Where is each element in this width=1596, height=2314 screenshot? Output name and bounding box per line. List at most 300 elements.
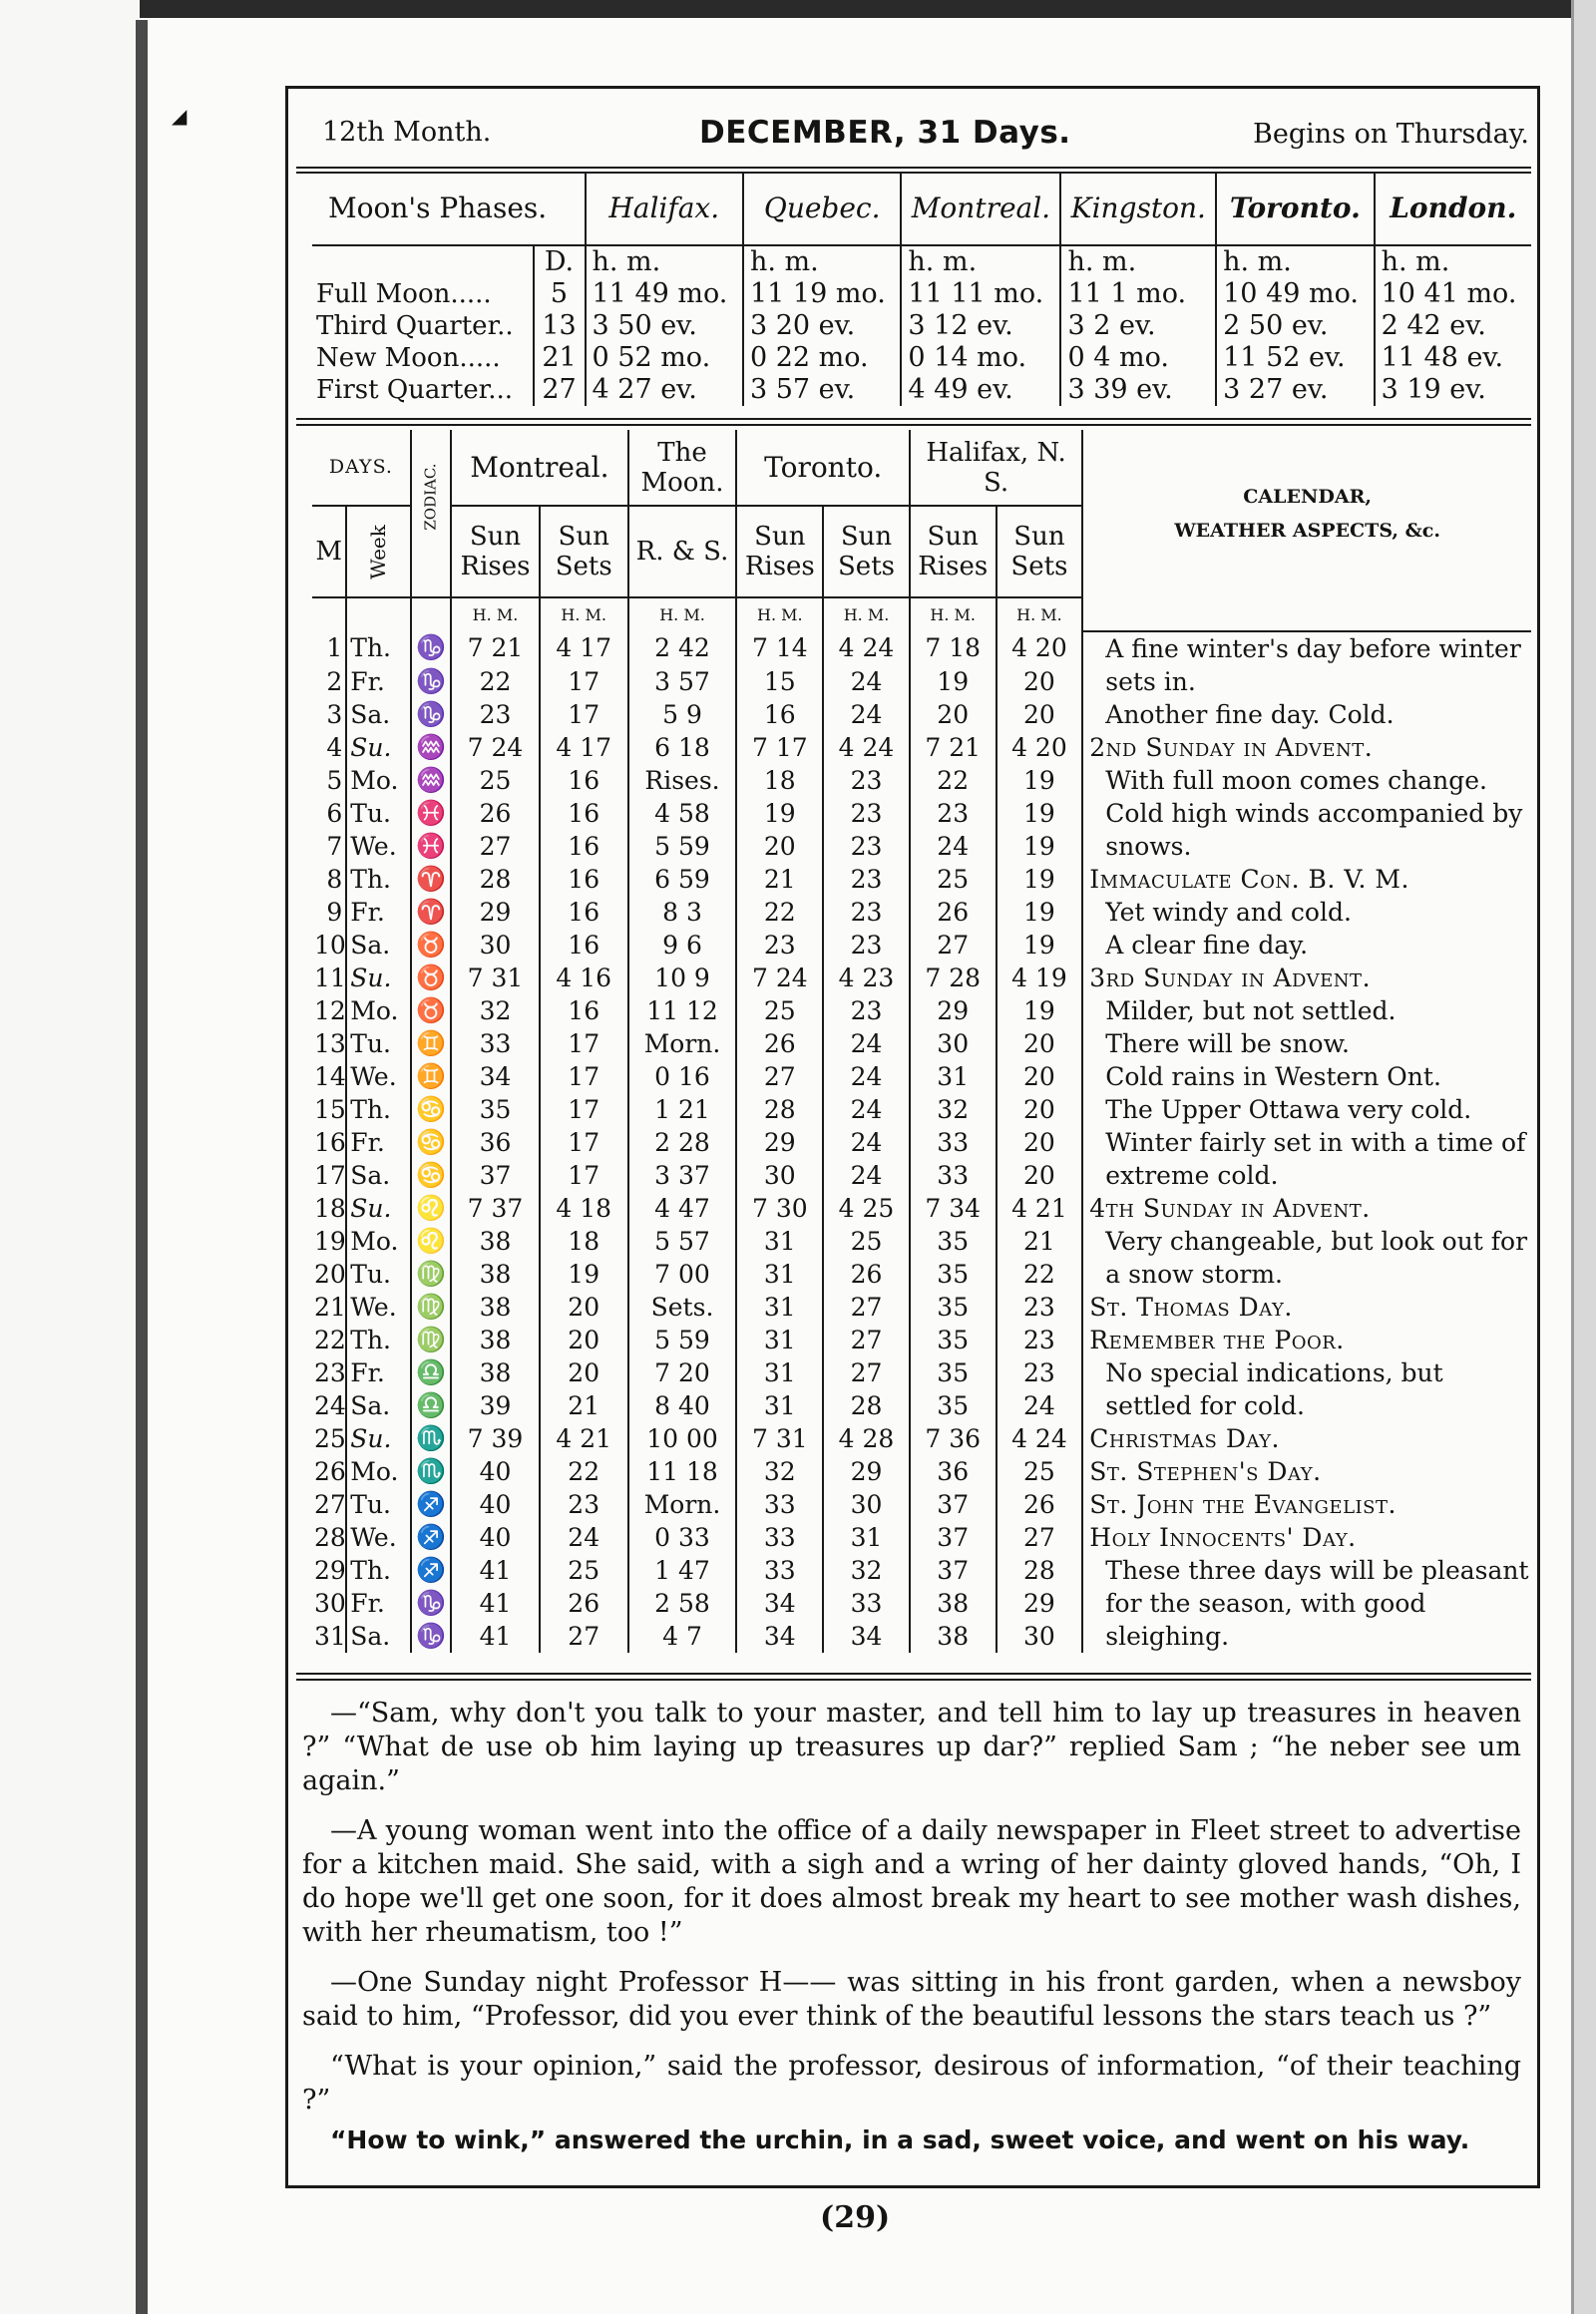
zodiac-sign: ♎ bbox=[411, 1356, 451, 1389]
day-of-month: 7 bbox=[326, 832, 343, 861]
toronto-sunrise: 22 bbox=[736, 896, 823, 929]
moon-rise-set: 1 47 bbox=[628, 1554, 737, 1587]
zodiac-sign: ♊ bbox=[411, 1060, 451, 1093]
toronto-sunset: 4 25 bbox=[823, 1192, 910, 1225]
m-header: M bbox=[312, 506, 346, 597]
montreal-sunset: 16 bbox=[540, 797, 628, 830]
day-of-month: 27 bbox=[314, 1490, 346, 1519]
moon-rise-set: 4 7 bbox=[628, 1620, 737, 1653]
montreal-sunset: 27 bbox=[540, 1620, 628, 1653]
day-row bbox=[312, 1356, 1531, 1389]
toronto-sunset: 4 23 bbox=[823, 962, 910, 994]
moon-rise-set: 11 18 bbox=[628, 1455, 737, 1488]
halifax-sunset: 19 bbox=[997, 764, 1083, 797]
day-of-week: We. bbox=[346, 1060, 411, 1093]
month-title: DECEMBER, 31 Days. bbox=[699, 115, 1071, 151]
toronto-sunset: 23 bbox=[823, 764, 910, 797]
montreal-sunset: 25 bbox=[540, 1554, 628, 1587]
halifax-sunrise: 22 bbox=[910, 764, 997, 797]
anecdote-paragraph: —“Sam, why don't you talk to your master, and tell him to lay up treasures in heaven ?” “What de use ob him laying up treasures up dar?” replied Sam ; “he neber see um again.” bbox=[302, 1698, 1521, 1796]
montreal-sunset: 17 bbox=[540, 1060, 628, 1093]
day-of-month: 14 bbox=[314, 1062, 346, 1091]
day-of-month: 22 bbox=[314, 1326, 346, 1354]
day-of-week: Mo. bbox=[346, 764, 411, 797]
day-row bbox=[312, 1455, 1531, 1488]
zodiac-sign: ♓ bbox=[411, 830, 451, 863]
day-of-week: Su. bbox=[346, 1422, 411, 1455]
moon-rise-set: 3 57 bbox=[628, 665, 737, 699]
zodiac-sign: ♓ bbox=[411, 797, 451, 830]
time-unit: h. m. bbox=[1216, 245, 1374, 278]
montreal-sunset: 19 bbox=[540, 1258, 628, 1291]
montreal-sunset: 4 16 bbox=[540, 962, 628, 994]
zodiac-sign: ♐ bbox=[411, 1554, 451, 1587]
time-unit: h. m. bbox=[901, 245, 1060, 278]
halifax-sunrise: 32 bbox=[910, 1093, 997, 1126]
day-of-week: We. bbox=[346, 830, 411, 863]
day-row bbox=[312, 631, 1531, 665]
halifax-sunrise: 25 bbox=[910, 863, 997, 896]
phase-row bbox=[312, 374, 1531, 406]
day-of-week: Tu. bbox=[346, 797, 411, 830]
montreal-sunrise: 33 bbox=[451, 1027, 540, 1060]
calendar-table bbox=[312, 430, 1531, 1653]
day-of-week: Fr. bbox=[346, 665, 411, 699]
rs-header: R. & S. bbox=[628, 506, 737, 597]
montreal-sunrise: 25 bbox=[451, 764, 540, 797]
zodiac-sign: ♍ bbox=[411, 1324, 451, 1356]
montreal-sunset: 16 bbox=[540, 994, 628, 1027]
hm-label: H. M. bbox=[997, 597, 1083, 631]
day-of-month: 20 bbox=[314, 1260, 346, 1289]
halifax-sunrise: 35 bbox=[910, 1356, 997, 1389]
day-of-week: Fr. bbox=[346, 1126, 411, 1159]
toronto-sunset: 23 bbox=[823, 797, 910, 830]
moon-rise-set: 5 59 bbox=[628, 830, 737, 863]
phase-time: 3 57 ev. bbox=[743, 374, 901, 406]
toronto-sunrise: 19 bbox=[736, 797, 823, 830]
moon-rise-set: 3 37 bbox=[628, 1159, 737, 1192]
moon-rise-set: 4 58 bbox=[628, 797, 737, 830]
month-begins: Begins on Thursday. bbox=[1253, 119, 1529, 150]
toronto-sunrise: 7 24 bbox=[736, 962, 823, 994]
header-rule bbox=[296, 167, 1531, 169]
city-header: Montreal. bbox=[901, 173, 1060, 245]
phase-day: 13 bbox=[534, 310, 586, 342]
toronto-sunrise: 18 bbox=[736, 764, 823, 797]
phase-time: 4 27 ev. bbox=[586, 374, 743, 406]
city-header: Toronto. bbox=[1216, 173, 1374, 245]
toronto-sunrise: 32 bbox=[736, 1455, 823, 1488]
toronto-sunset: 23 bbox=[823, 830, 910, 863]
moon-rise-set: 10 9 bbox=[628, 962, 737, 994]
montreal-sunrise: 41 bbox=[451, 1554, 540, 1587]
notes-title-2: WEATHER ASPECTS, &c. bbox=[1174, 520, 1440, 542]
montreal-sunrise: 38 bbox=[451, 1291, 540, 1324]
day-of-month: 3 bbox=[326, 700, 343, 729]
phase-name: First Quarter... bbox=[316, 375, 514, 405]
day-of-week: Mo. bbox=[346, 994, 411, 1027]
weather-note: Remember the Poor. bbox=[1082, 1324, 1531, 1356]
toronto-sunset: 24 bbox=[823, 1159, 910, 1192]
toronto-sunrise: 31 bbox=[736, 1225, 823, 1258]
day-of-month: 21 bbox=[314, 1293, 346, 1322]
montreal-sunset: 17 bbox=[540, 1093, 628, 1126]
zodiac-sign: ♍ bbox=[411, 1258, 451, 1291]
time-unit: h. m. bbox=[743, 245, 901, 278]
day-of-month: 24 bbox=[314, 1391, 346, 1420]
weather-note: Holy Innocents' Day. bbox=[1082, 1521, 1531, 1554]
phase-time: 11 1 mo. bbox=[1060, 278, 1216, 310]
halifax-sunrise: 35 bbox=[910, 1389, 997, 1422]
day-of-week: Su. bbox=[346, 1192, 411, 1225]
toronto-sunrise: 31 bbox=[736, 1291, 823, 1324]
phase-time: 3 19 ev. bbox=[1375, 374, 1531, 406]
calendar-bottom-rule bbox=[296, 1673, 1531, 1675]
weather-note: 2nd Sunday in Advent. bbox=[1082, 731, 1531, 764]
day-of-month: 31 bbox=[314, 1622, 346, 1651]
day-of-month: 19 bbox=[314, 1227, 346, 1256]
halifax-sunrise: 33 bbox=[910, 1126, 997, 1159]
day-of-month: 10 bbox=[314, 931, 346, 960]
montreal-sunrise: 40 bbox=[451, 1521, 540, 1554]
halifax-sunset: 23 bbox=[997, 1356, 1083, 1389]
moon-rise-set: 2 58 bbox=[628, 1587, 737, 1620]
day-of-month: 15 bbox=[314, 1095, 346, 1124]
toronto-header: Toronto. bbox=[736, 430, 909, 506]
halifax-sunset: 19 bbox=[997, 863, 1083, 896]
day-of-week: Sa. bbox=[346, 698, 411, 731]
scan-left-margin bbox=[0, 0, 140, 2314]
weather-note: Christmas Day. bbox=[1082, 1422, 1531, 1455]
day-of-week: Sa. bbox=[346, 1620, 411, 1653]
toronto-sunrise: 16 bbox=[736, 698, 823, 731]
toronto-sunrise: 23 bbox=[736, 929, 823, 962]
toronto-sunset: 23 bbox=[823, 896, 910, 929]
weather-note: There will be snow. bbox=[1082, 1027, 1531, 1060]
day-of-month: 29 bbox=[314, 1556, 346, 1585]
moon-rise-set: 6 18 bbox=[628, 731, 737, 764]
montreal-sunset: 4 17 bbox=[540, 631, 628, 665]
halifax-sunset: 20 bbox=[997, 1159, 1083, 1192]
montreal-sunrise: 38 bbox=[451, 1324, 540, 1356]
day-row bbox=[312, 962, 1531, 994]
zodiac-sign: ♊ bbox=[411, 1027, 451, 1060]
weather-note: Cold rains in Western Ont. bbox=[1082, 1060, 1531, 1093]
day-of-month: 6 bbox=[326, 799, 343, 828]
halifax-sunrise: 37 bbox=[910, 1488, 997, 1521]
halifax-sunset: 23 bbox=[997, 1324, 1083, 1356]
zodiac-sign: ♑ bbox=[411, 631, 451, 665]
weather-note: Yet windy and cold. bbox=[1082, 896, 1531, 929]
anecdote-paragraph: “How to wink,” answered the urchin, in a sad, sweet voice, and went on his way. bbox=[330, 2125, 1470, 2154]
montreal-sunrise: 39 bbox=[451, 1389, 540, 1422]
montreal-sunrise: 26 bbox=[451, 797, 540, 830]
halifax-sunrise: 24 bbox=[910, 830, 997, 863]
day-of-week: Sa. bbox=[346, 1159, 411, 1192]
hm-label: H. M. bbox=[910, 597, 997, 631]
sun-sets-header: Sun Sets bbox=[540, 506, 628, 597]
toronto-sunset: 23 bbox=[823, 994, 910, 1027]
toronto-sunrise: 28 bbox=[736, 1093, 823, 1126]
moon-rise-set: Morn. bbox=[628, 1027, 737, 1060]
montreal-sunset: 20 bbox=[540, 1356, 628, 1389]
halifax-sunset: 19 bbox=[997, 830, 1083, 863]
moon-rise-set: 7 00 bbox=[628, 1258, 737, 1291]
zodiac-sign: ♑ bbox=[411, 665, 451, 699]
halifax-sunrise: 23 bbox=[910, 797, 997, 830]
phase-row bbox=[312, 310, 1531, 342]
moon-rise-set: Sets. bbox=[628, 1291, 737, 1324]
moon-rise-set: 5 57 bbox=[628, 1225, 737, 1258]
halifax-sunrise: 7 36 bbox=[910, 1422, 997, 1455]
zodiac-sign: ♋ bbox=[411, 1126, 451, 1159]
toronto-sunrise: 30 bbox=[736, 1159, 823, 1192]
zodiac-sign: ♌ bbox=[411, 1225, 451, 1258]
phase-time: 3 39 ev. bbox=[1060, 374, 1216, 406]
moon-phases-table bbox=[312, 173, 1531, 406]
montreal-sunset: 16 bbox=[540, 896, 628, 929]
moon-rise-set: 0 33 bbox=[628, 1521, 737, 1554]
montreal-sunset: 17 bbox=[540, 1159, 628, 1192]
moon-rise-set: 7 20 bbox=[628, 1356, 737, 1389]
weather-note: These three days will be pleasant for the season, with good sleighing. bbox=[1082, 1554, 1531, 1653]
weather-note: The Upper Ottawa very cold. bbox=[1082, 1093, 1531, 1126]
halifax-sunset: 20 bbox=[997, 698, 1083, 731]
day-row bbox=[312, 994, 1531, 1027]
halifax-sunrise: 26 bbox=[910, 896, 997, 929]
montreal-sunset: 16 bbox=[540, 830, 628, 863]
time-unit: h. m. bbox=[586, 245, 743, 278]
day-of-month: 5 bbox=[326, 766, 343, 795]
toronto-sunset: 33 bbox=[823, 1587, 910, 1620]
halifax-sunset: 24 bbox=[997, 1389, 1083, 1422]
halifax-sunset: 20 bbox=[997, 1027, 1083, 1060]
hm-label: H. M. bbox=[736, 597, 823, 631]
toronto-sunset: 31 bbox=[823, 1521, 910, 1554]
zodiac-sign: ♋ bbox=[411, 1159, 451, 1192]
day-of-week: Sa. bbox=[346, 1389, 411, 1422]
montreal-sunrise: 36 bbox=[451, 1126, 540, 1159]
montreal-sunset: 20 bbox=[540, 1324, 628, 1356]
scan-top-edge bbox=[0, 0, 1596, 18]
phase-name: Full Moon..... bbox=[316, 279, 492, 309]
phase-time: 11 49 mo. bbox=[586, 278, 743, 310]
weather-note: A fine winter's day before winter sets in. bbox=[1082, 631, 1531, 698]
weather-note: Immaculate Con. B. V. M. bbox=[1082, 863, 1531, 896]
page-number: (29) bbox=[820, 2200, 891, 2235]
day-row bbox=[312, 698, 1531, 731]
montreal-sunrise: 37 bbox=[451, 1159, 540, 1192]
phases-bottom-rule bbox=[296, 418, 1531, 420]
hm-label: H. M. bbox=[540, 597, 628, 631]
day-of-month: 8 bbox=[326, 865, 343, 894]
moon-rise-set: 10 00 bbox=[628, 1422, 737, 1455]
toronto-sunset: 32 bbox=[823, 1554, 910, 1587]
day-row bbox=[312, 764, 1531, 797]
montreal-sunrise: 7 37 bbox=[451, 1192, 540, 1225]
moon-rise-set: 11 12 bbox=[628, 994, 737, 1027]
halifax-sunset: 20 bbox=[997, 1060, 1083, 1093]
toronto-sunset: 27 bbox=[823, 1291, 910, 1324]
sun-rises-header: Sun Rises bbox=[451, 506, 540, 597]
toronto-sunset: 34 bbox=[823, 1620, 910, 1653]
toronto-sunset: 26 bbox=[823, 1258, 910, 1291]
montreal-sunrise: 40 bbox=[451, 1488, 540, 1521]
phase-day: 21 bbox=[534, 342, 586, 374]
toronto-sunset: 24 bbox=[823, 1027, 910, 1060]
sun-rises-header: Sun Rises bbox=[736, 506, 823, 597]
day-of-month: 23 bbox=[314, 1358, 346, 1387]
montreal-sunrise: 30 bbox=[451, 929, 540, 962]
zodiac-sign: ♐ bbox=[411, 1521, 451, 1554]
phase-time: 3 2 ev. bbox=[1060, 310, 1216, 342]
toronto-sunset: 24 bbox=[823, 1060, 910, 1093]
weather-note: St. Thomas Day. bbox=[1082, 1291, 1531, 1324]
toronto-sunrise: 31 bbox=[736, 1324, 823, 1356]
phase-name: New Moon..... bbox=[316, 343, 501, 373]
day-of-month: 30 bbox=[314, 1589, 346, 1618]
halifax-sunrise: 7 21 bbox=[910, 731, 997, 764]
zodiac-sign: ♍ bbox=[411, 1291, 451, 1324]
moon-phases-label: Moon's Phases. bbox=[312, 173, 586, 245]
montreal-sunrise: 34 bbox=[451, 1060, 540, 1093]
toronto-sunrise: 29 bbox=[736, 1126, 823, 1159]
day-of-month: 12 bbox=[314, 996, 346, 1025]
day-of-week: Mo. bbox=[346, 1225, 411, 1258]
day-of-week: Mo. bbox=[346, 1455, 411, 1488]
day-of-month: 2 bbox=[326, 666, 343, 696]
sun-rises-header: Sun Rises bbox=[910, 506, 997, 597]
phase-time: 0 4 mo. bbox=[1060, 342, 1216, 374]
montreal-sunset: 17 bbox=[540, 665, 628, 699]
weather-note: No special indications, but settled for cold. bbox=[1082, 1356, 1531, 1422]
day-of-month: 13 bbox=[314, 1029, 346, 1058]
day-row bbox=[312, 1422, 1531, 1455]
toronto-sunrise: 34 bbox=[736, 1587, 823, 1620]
zodiac-sign: ♑ bbox=[411, 1620, 451, 1653]
montreal-sunset: 17 bbox=[540, 698, 628, 731]
montreal-sunset: 23 bbox=[540, 1488, 628, 1521]
moon-rise-set: 1 21 bbox=[628, 1093, 737, 1126]
scan-right-edge bbox=[1571, 0, 1596, 2314]
phase-row bbox=[312, 342, 1531, 374]
montreal-sunset: 16 bbox=[540, 764, 628, 797]
city-header: Halifax. bbox=[586, 173, 743, 245]
halifax-sunrise: 35 bbox=[910, 1258, 997, 1291]
montreal-sunrise: 7 21 bbox=[451, 631, 540, 665]
weather-note: Winter fairly set in with a time of extreme cold. bbox=[1082, 1126, 1531, 1192]
montreal-sunrise: 27 bbox=[451, 830, 540, 863]
zodiac-sign: ♈ bbox=[411, 896, 451, 929]
toronto-sunrise: 26 bbox=[736, 1027, 823, 1060]
toronto-sunrise: 33 bbox=[736, 1488, 823, 1521]
zodiac-sign: ♈ bbox=[411, 863, 451, 896]
halifax-sunrise: 37 bbox=[910, 1521, 997, 1554]
halifax-sunset: 4 21 bbox=[997, 1192, 1083, 1225]
phase-time: 2 42 ev. bbox=[1375, 310, 1531, 342]
zodiac-sign: ♉ bbox=[411, 962, 451, 994]
sun-sets-header: Sun Sets bbox=[997, 506, 1083, 597]
phase-time: 3 50 ev. bbox=[586, 310, 743, 342]
day-of-week: Tu. bbox=[346, 1488, 411, 1521]
halifax-sunrise: 36 bbox=[910, 1455, 997, 1488]
halifax-sunset: 21 bbox=[997, 1225, 1083, 1258]
toronto-sunrise: 7 31 bbox=[736, 1422, 823, 1455]
day-of-week: Sa. bbox=[346, 929, 411, 962]
day-of-month: 18 bbox=[314, 1194, 346, 1223]
zodiac-sign: ♉ bbox=[411, 994, 451, 1027]
moon-header: The Moon. bbox=[628, 430, 737, 506]
halifax-sunrise: 7 34 bbox=[910, 1192, 997, 1225]
calendar-bottom-rule-double bbox=[296, 1679, 1531, 1681]
day-of-week: Th. bbox=[346, 1093, 411, 1126]
day-of-week: Th. bbox=[346, 863, 411, 896]
toronto-sunset: 24 bbox=[823, 665, 910, 699]
montreal-sunrise: 7 31 bbox=[451, 962, 540, 994]
halifax-sunset: 19 bbox=[997, 896, 1083, 929]
day-of-month: 16 bbox=[314, 1128, 346, 1157]
halifax-sunrise: 19 bbox=[910, 665, 997, 699]
toronto-sunset: 25 bbox=[823, 1225, 910, 1258]
moon-rise-set: Rises. bbox=[628, 764, 737, 797]
weather-note: 4th Sunday in Advent. bbox=[1082, 1192, 1531, 1225]
moon-rise-set: 8 40 bbox=[628, 1389, 737, 1422]
phase-day: 5 bbox=[534, 278, 586, 310]
day-row bbox=[312, 1027, 1531, 1060]
zodiac-sign: ♒ bbox=[411, 764, 451, 797]
toronto-sunset: 27 bbox=[823, 1324, 910, 1356]
day-of-month: 26 bbox=[314, 1457, 346, 1486]
halifax-sunset: 25 bbox=[997, 1455, 1083, 1488]
toronto-sunrise: 27 bbox=[736, 1060, 823, 1093]
halifax-sunset: 28 bbox=[997, 1554, 1083, 1587]
halifax-sunset: 19 bbox=[997, 994, 1083, 1027]
montreal-sunrise: 41 bbox=[451, 1587, 540, 1620]
toronto-sunset: 24 bbox=[823, 698, 910, 731]
weather-note: St. John the Evangelist. bbox=[1082, 1488, 1531, 1521]
hm-label: H. M. bbox=[823, 597, 910, 631]
phase-time: 0 22 mo. bbox=[743, 342, 901, 374]
phase-time: 0 52 mo. bbox=[586, 342, 743, 374]
halifax-sunset: 4 20 bbox=[997, 631, 1083, 665]
day-of-week: We. bbox=[346, 1291, 411, 1324]
montreal-sunrise: 7 24 bbox=[451, 731, 540, 764]
almanac-page-frame bbox=[285, 86, 1540, 2188]
montreal-sunrise: 40 bbox=[451, 1455, 540, 1488]
day-of-week: Tu. bbox=[346, 1258, 411, 1291]
city-header: London. bbox=[1375, 173, 1531, 245]
time-unit: h. m. bbox=[1060, 245, 1216, 278]
toronto-sunrise: 31 bbox=[736, 1258, 823, 1291]
day-of-month: 28 bbox=[314, 1523, 346, 1552]
day-row bbox=[312, 1126, 1531, 1159]
day-of-month: 1 bbox=[326, 633, 343, 663]
days-header: DAYS. bbox=[312, 430, 411, 506]
hm-label: H. M. bbox=[451, 597, 540, 631]
phase-time: 10 41 mo. bbox=[1375, 278, 1531, 310]
montreal-sunset: 16 bbox=[540, 863, 628, 896]
halifax-sunrise: 35 bbox=[910, 1225, 997, 1258]
montreal-sunrise: 29 bbox=[451, 896, 540, 929]
montreal-sunset: 20 bbox=[540, 1291, 628, 1324]
montreal-sunset: 16 bbox=[540, 929, 628, 962]
phase-time: 10 49 mo. bbox=[1216, 278, 1374, 310]
toronto-sunset: 23 bbox=[823, 863, 910, 896]
anecdote-paragraph: —A young woman went into the office of a daily newspaper in Fleet street to advertise for a kitchen maid. She said, with a sigh and a wring of her dainty gloved hands, “Oh, I do hope we'll get one soon, for it does almost break my heart to see mother wash dishes, with her rheumatism, too !” bbox=[302, 1815, 1521, 1948]
phase-time: 3 12 ev. bbox=[901, 310, 1060, 342]
day-unit: D. bbox=[534, 245, 586, 278]
